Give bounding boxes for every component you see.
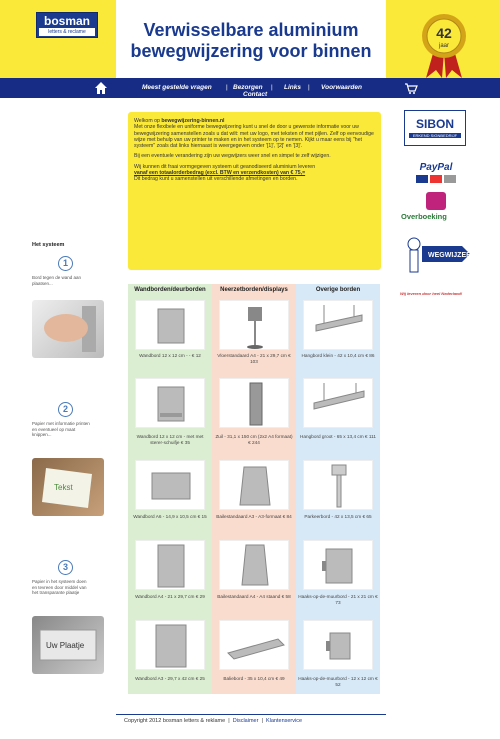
product-caption[interactable]: Wandbord 12 x 12 cm - met met sterer-schuifje € 35 [136,434,204,445]
info-p2: Bij een eventuele verandering zijn uw wegwijzers weer snel en simpel te zelf wijzigen. [134,153,331,160]
welcome-line [134,118,375,149]
step-2-text: Papier met informatie printen en eventueel op maat knippen... [32,421,90,437]
title-line1: Verwisselbare aluminium [143,20,359,40]
card-icons [408,175,464,183]
paypal-text: PayPal [419,162,453,173]
product-image-haaks-21[interactable] [303,540,373,590]
step-2-icon: 2 [58,402,73,417]
product-caption[interactable]: Hangbord klein - 42 x 10,4 cm € 86 [301,353,375,358]
page-title [116,20,386,62]
info-p1: Met onze flexibele en uniforme bewegwijzering kunt u snel de door u gewenste informatie voor uw bewegwijzering samenstellen zoals u dat wilt: met uw logo, met teksten of met pijlen. Zelf op eenvoudige wijze met behulp van uw printer te maken en in het systeem op te nemen. Kijkt u maar eens bij "het systeem" zoals dat links hiernaast is weergegeven onder '[1]', '[2]' en '[3]'. [134,124,374,150]
step-1-text: Bord tegen de wand aan plaatsen... [32,275,82,286]
42-years-badge [420,12,468,80]
product-caption[interactable]: Wandbord A6 - 14,9 x 10,5 cm € 15 [133,514,207,519]
badge-number: 42 [436,25,452,41]
step-2-photo[interactable] [32,458,104,516]
footer: Copyright 2012 bosman letters & reklame | Disclaimer | Klantenservice [124,718,303,724]
product-caption[interactable]: Parkeerbord - 42 x 13,5 cm € 65 [304,514,372,519]
product-image-hangbord-groot[interactable] [303,378,373,428]
bosman-logo[interactable] [36,12,98,38]
nav-bezorgen[interactable]: Bezorgen [233,84,263,91]
sibon-logo[interactable] [404,110,466,146]
product-caption[interactable]: Bailestandaard A4 - A4 staand € 58 [217,594,291,599]
column-header-neerzetborden: Neerzetborden/displays [220,287,288,293]
product-image-bailestandaard-a4[interactable] [219,540,289,590]
cart-icon[interactable] [404,81,418,95]
wegwijzer-icon [400,234,472,286]
product-caption[interactable]: Baliebord - 35 x 10,4 cm € 49 [223,676,285,681]
product-image-wandbord-a6[interactable] [135,460,205,510]
product-caption[interactable]: Zuil - 31,1 x 150 cm (2x2 A4 formaat) € 244 [215,434,293,445]
step-1-icon: 1 [58,256,73,271]
wegwijzer-logo[interactable] [400,234,472,294]
disclaimer-link[interactable]: Disclaimer [232,718,259,724]
nav-separator: | [226,84,228,91]
step-3-icon: 3 [58,560,73,575]
step-3-text: Papier in het systeem doen en tevreen door middel van het transparante plaatje [32,579,87,595]
ideal-icon[interactable] [426,192,446,210]
nav-links[interactable]: Links [284,84,301,91]
copyright: Copyright 2012 bosman letters & reklame [124,718,226,724]
product-caption[interactable]: Wandbord A3 - 29,7 x 42 cm € 25 [135,676,205,681]
overboeking-label: Overboeking [401,212,447,221]
logo-name: bosman [43,14,90,28]
badge-word: jaar [438,43,450,49]
product-image-wandbord-a4[interactable] [135,540,205,590]
nav-faq[interactable]: Meest gestelde vragen [142,84,212,91]
nav-separator: | [308,84,310,91]
svg-text:Uw Plaatje: Uw Plaatje [46,641,85,650]
column-header-wandborden: Wandborden/deurborden [134,287,206,293]
product-caption[interactable]: Haaks-op-de-muurbord - 21 x 21 cm € 73 [298,594,378,605]
info-p3b: vanaf een totaalorderbedrag (excl. BTW en verzendkosten) van € 75,= [134,170,306,177]
product-image-wandbord-a3[interactable] [135,620,205,670]
nav-separator: | [271,84,273,91]
product-image-haaks-12[interactable] [303,620,373,670]
product-image-wandbord-12[interactable] [135,300,205,350]
home-icon[interactable] [94,81,108,95]
klantenservice-link[interactable]: Klantenservice [265,718,303,724]
product-caption[interactable]: Bailestandaard A3 - A3-formaat € 84 [216,514,292,519]
product-image-baliebord[interactable] [219,620,289,670]
nav-voorwaarden[interactable]: Voorwaarden [321,84,362,91]
sibon-name: SIBON [415,117,454,131]
product-image-hangbord-klein[interactable] [303,300,373,350]
paypal-logo[interactable] [408,162,464,186]
info-p3 [134,164,375,183]
product-image-bailestandaard-a3[interactable] [219,460,289,510]
system-title: Het systeem [32,242,65,248]
product-image-parkeerbord[interactable] [303,460,373,510]
product-image-vloerstandaard[interactable] [219,300,289,350]
product-caption[interactable]: Hangbord groot - 65 x 13,4 cm € 111 [300,434,376,439]
product-caption[interactable]: Wandbord A4 - 21 x 29,7 cm € 29 [135,594,205,599]
footer-divider [116,714,386,715]
product-caption[interactable]: Haaks-op-de-muurbord - 12 x 12 cm € 52 [298,676,378,687]
info-p3a: Wij kunnen dit fraai vormgegeven systeem uit geanodiseerd aluminium leveren [134,163,316,170]
product-caption[interactable]: Vloerstandaard A4 - 21 x 29,7 cm € 103 [217,353,291,364]
product-image-zuil[interactable] [219,378,289,428]
svg-text:Tekst: Tekst [54,483,73,492]
title-line2: bewegwijzering voor binnen [130,41,372,61]
info-p3c: Dit bedrag kunt u samenstellen uit verschillende afmetingen en borden. [134,176,298,183]
wegwijzer-text: WEGWIJZER [428,252,472,259]
nav-contact[interactable]: Contact [243,91,268,98]
sibon-sub: ERKEND SIGNBEDRIJF [409,133,461,138]
site-name: bewegwijzering-binnen.nl [161,118,225,124]
product-caption[interactable]: Wandbord 12 x 12 cm - - € 12 [139,353,201,358]
info-box [128,112,381,270]
wegwijzer-sub: Wij leveren door heel Nederland! [400,291,463,296]
step-3-photo[interactable] [32,616,104,674]
product-image-wandbord-schuifje[interactable] [135,378,205,428]
welcome-text: Welkom op [134,118,160,124]
step-1-photo[interactable] [32,300,104,358]
logo-subtitle: letters & reclame [39,28,95,36]
column-header-overige: Overige borden [315,287,361,293]
